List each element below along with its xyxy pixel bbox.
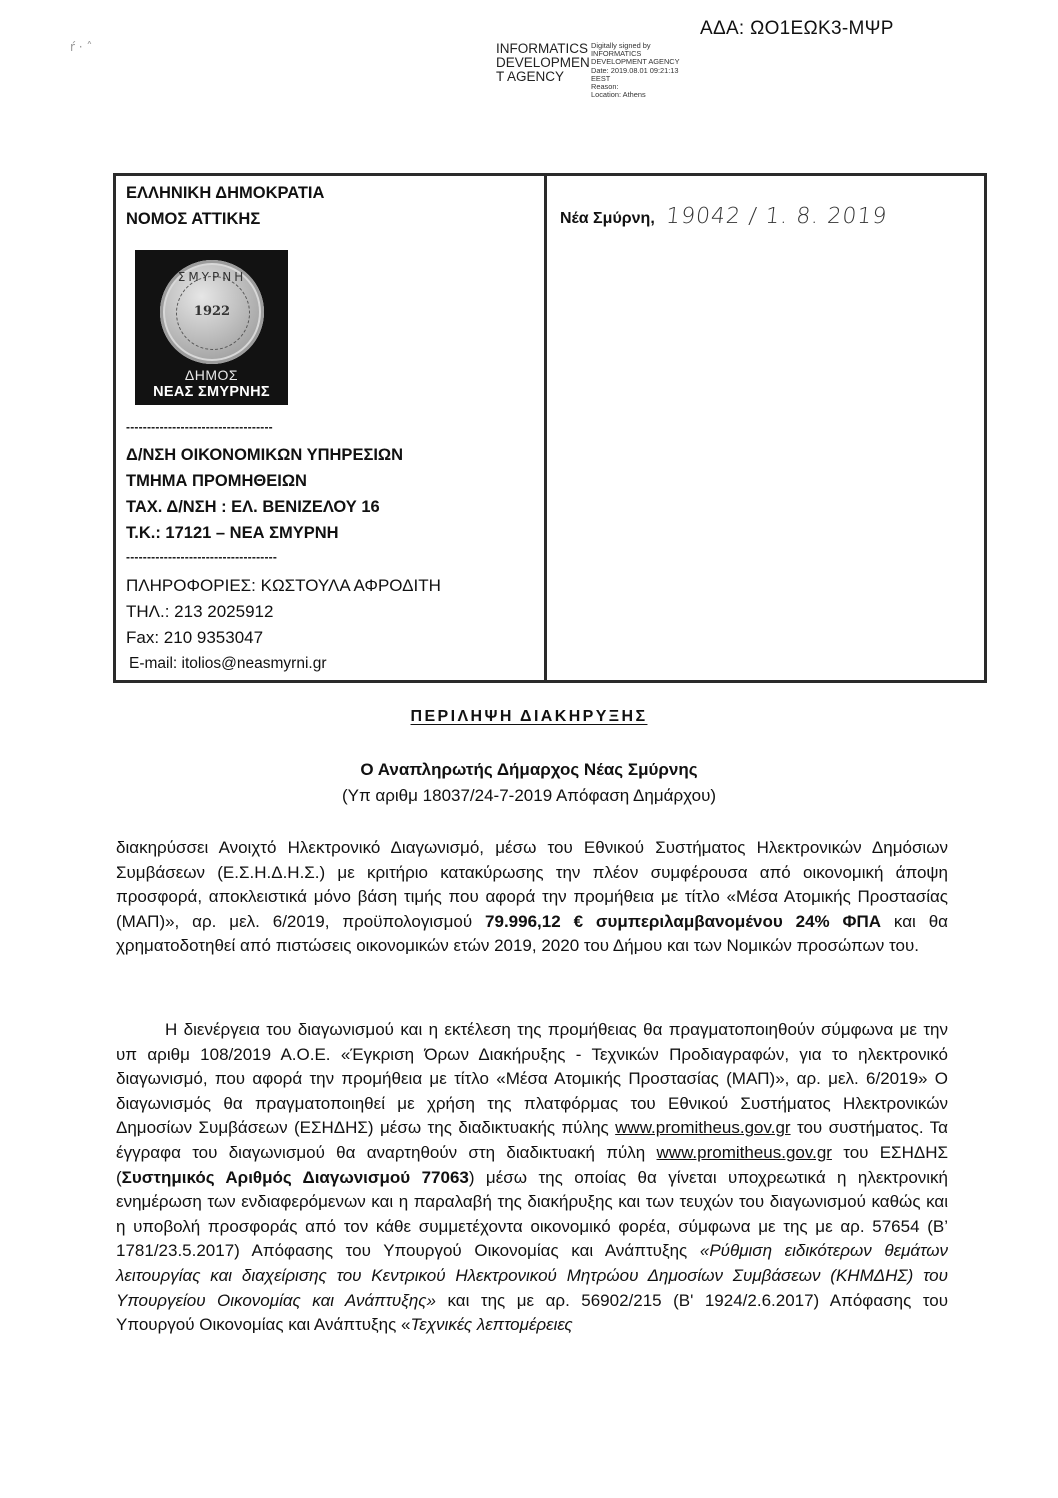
issuer-heading: Ο Αναπληρωτής Δήμαρχος Νέας Σμύρνης bbox=[360, 760, 698, 779]
postal-address: ΤΑΧ. Δ/ΝΣΗ : ΕΛ. ΒΕΝΙΖΕΛΟΥ 16 bbox=[126, 498, 380, 516]
logo-text-demos: ΔΗΜΟΣ bbox=[184, 367, 239, 383]
phone-number: ΤΗΛ.: 213 2025912 bbox=[126, 602, 274, 621]
separator: ------------------------------------ bbox=[126, 550, 278, 564]
signer-name bbox=[496, 42, 590, 84]
signer-line: INFORMATICS bbox=[496, 41, 588, 56]
signature-line: EEST bbox=[591, 73, 611, 83]
signature-line: DEVELOPMENT AGENCY bbox=[591, 57, 680, 67]
promitheus-link[interactable]: www.promitheus.gov.gr bbox=[615, 1118, 791, 1138]
decision-title-italic: «Ρύθμιση ειδικότερων θεμάτων λειτουργίας και διαχείρισης του Κεντρικού Ηλεκτρονικού Μητρώου Δημοσίων Συμβάσεων (ΚΗΜΔΗΣ) του Υπουργείου Οικονομίας και Ανάπτυξης» bbox=[116, 1241, 948, 1310]
logo-text-city: ΝΕΑΣ ΣΜΥΡΝΗΣ bbox=[153, 384, 270, 400]
signature-line: Digitally signed by bbox=[591, 41, 651, 50]
signature-line: Location: Athens bbox=[591, 90, 646, 100]
signer-line: T AGENCY bbox=[496, 69, 565, 84]
budget-amount: 79.996,12 € συμπεριλαμβανομένου 24% ΦΠΑ bbox=[485, 911, 882, 931]
prefecture-heading: ΝΟΜΟΣ ΑΤΤΙΚΗΣ bbox=[126, 210, 261, 228]
municipality-logo bbox=[135, 250, 288, 405]
postal-code: Τ.Κ.: 17121 – ΝΕΑ ΣΜΥΡΝΗ bbox=[126, 524, 339, 542]
scan-artifact: ŕ · ˄ bbox=[70, 40, 93, 54]
column-divider bbox=[544, 176, 547, 680]
technical-details-italic: Τεχνικές λεπτομέρειες bbox=[410, 1315, 573, 1335]
fax-number: Fax: 210 9353047 bbox=[126, 628, 264, 647]
date-column bbox=[560, 204, 887, 229]
signer-line: DEVELOPMEN bbox=[496, 55, 590, 70]
signature-details bbox=[591, 42, 721, 99]
ada-code: ΑΔΑ: ΩΟ1ΕΩΚ3-ΜΨΡ bbox=[700, 18, 894, 39]
place-label: Νέα Σμύρνη, bbox=[560, 210, 655, 227]
letterhead-box bbox=[113, 173, 987, 683]
promitheus-link[interactable]: www.promitheus.gov.gr bbox=[656, 1142, 832, 1162]
tender-system-number: Συστημικός Αριθμός Διαγωνισμού 77063 bbox=[121, 1167, 469, 1187]
section-name: ΤΜΗΜΑ ΠΡΟΜΗΘΕΙΩΝ bbox=[126, 472, 307, 490]
signature-line: Reason: bbox=[591, 82, 619, 92]
coin-emblem-icon: ΣΜΥΡΝΗ 1922 bbox=[160, 260, 264, 364]
contact-person: ΠΛΗΡΟΦΟΡΙΕΣ: ΚΩΣΤΟΥΛΑ ΑΦΡΟΔΙΤΗ bbox=[126, 576, 441, 595]
paragraph-announcement: διακηρύσσει Ανοιχτό Ηλεκτρονικό Διαγωνισμό, μέσω του Εθνικού Συστήματος Ηλεκτρονικών Δημόσιων Συμβάσεων (Ε.Σ.Η.Δ.Η.Σ.) με κριτήριο κατακύρωσης την πλέον συμφέρουσα από οικονομική άποψη προσφορά, αποκλειστικά μόνο βάση τιμής που αφορά την προμήθεια με τίτλο «Μέσα Ατομικής Προστασίας (ΜΑΠ)», αρ. μελ. 6/2019, προϋπολογισμού 79.996,12 € συμπεριλαμβανομένου 24% ΦΠΑ και θα χρηματοδοτηθεί από πιστώσεις οικονομικών ετών 2019, 2020 του Δήμου και των Νομικών προσώπων του. bbox=[116, 838, 948, 956]
paragraph-procedure: Η διενέργεια του διαγωνισμού και η εκτέλεση της προμήθειας θα πραγματοποιηθούν σύμφωνα με την υπ αριθμ 108/2019 Α.Ο.Ε. «Έγκριση Όρων Διακήρυξης - Τεχνικών Προδιαγραφών, για το ηλεκτρονικό διαγωνισμό, που αφορά την προμήθεια με τίτλο «Μέσα Ατομικής Προστασίας (ΜΑΠ)», αρ. μελ. 6/2019» Ο διαγωνισμός θα πραγματοποιηθεί με χρήση της πλατφόρμας του Εθνικού Συστήματος Ηλεκτρονικών Δημοσίων Συμβάσεων (ΕΣΗΔΗΣ) μέσω της διαδικτυακής πύλης www.promitheus.gov.gr του συστήματος. Τα έγγραφα του διαγωνισμού θα αναρτηθούν στη διαδικτυακή πύλη www.promitheus.gov.gr του ΕΣΗΔΗΣ (Συστημικός Αριθμός Διαγωνισμού 77063) μέσω της οποίας θα γίνεται υποχρεωτικά η ηλεκτρονική ενημέρωση των ενδιαφερόμενων και η παραλαβή της διακήρυξης και των τευχών του διαγωνισμού καθώς και η υποβολή προσφοράς από τον κάθε συμμετέχοντα οικονομικό φορέα, σύμφωνα με της με αρ. 57654 (Β’ 1781/23.5.2017) Απόφασης του Υπουργού Οικονομίας και Ανάπτυξης «Ρύθμιση ειδικότερων θεμάτων λειτουργίας και διαχείρισης του Κεντρικού Ηλεκτρονικού Μητρώου Δημοσίων Συμβάσεων (ΚΗΜΔΗΣ) του Υπουργείου Οικονομίας και Ανάπτυξης» και της με αρ. 56902/215 (Β' 1924/2.6.2017) Απόφασης του Υπουργού Οικονομίας και Ανάπτυξης «Τεχνικές λεπτομέρειες bbox=[116, 1020, 949, 1335]
handwritten-protocol-number: 19042 / 1. 8. 2019 bbox=[664, 204, 889, 229]
decision-reference: (Υπ αριθμ 18037/24-7-2019 Απόφαση Δημάρχου) bbox=[341, 786, 717, 805]
signature-line: INFORMATICS bbox=[591, 49, 642, 59]
email-address: E-mail: itolios@neasmyrni.gr bbox=[129, 655, 327, 672]
republic-heading: ΕΛΛΗΝΙΚΗ ΔΗΜΟΚΡΑΤΙΑ bbox=[126, 184, 325, 202]
document-title: ΠΕΡΙΛΗΨΗ ΔΙΑΚΗΡΥΞΗΣ bbox=[410, 708, 648, 725]
department-name: Δ/ΝΣΗ ΟΙΚΟΝΟΜΙΚΩΝ ΥΠΗΡΕΣΙΩΝ bbox=[126, 446, 404, 464]
signature-line: Date: 2019.08.01 09:21:13 bbox=[591, 65, 679, 75]
separator: ----------------------------------- bbox=[126, 420, 273, 434]
